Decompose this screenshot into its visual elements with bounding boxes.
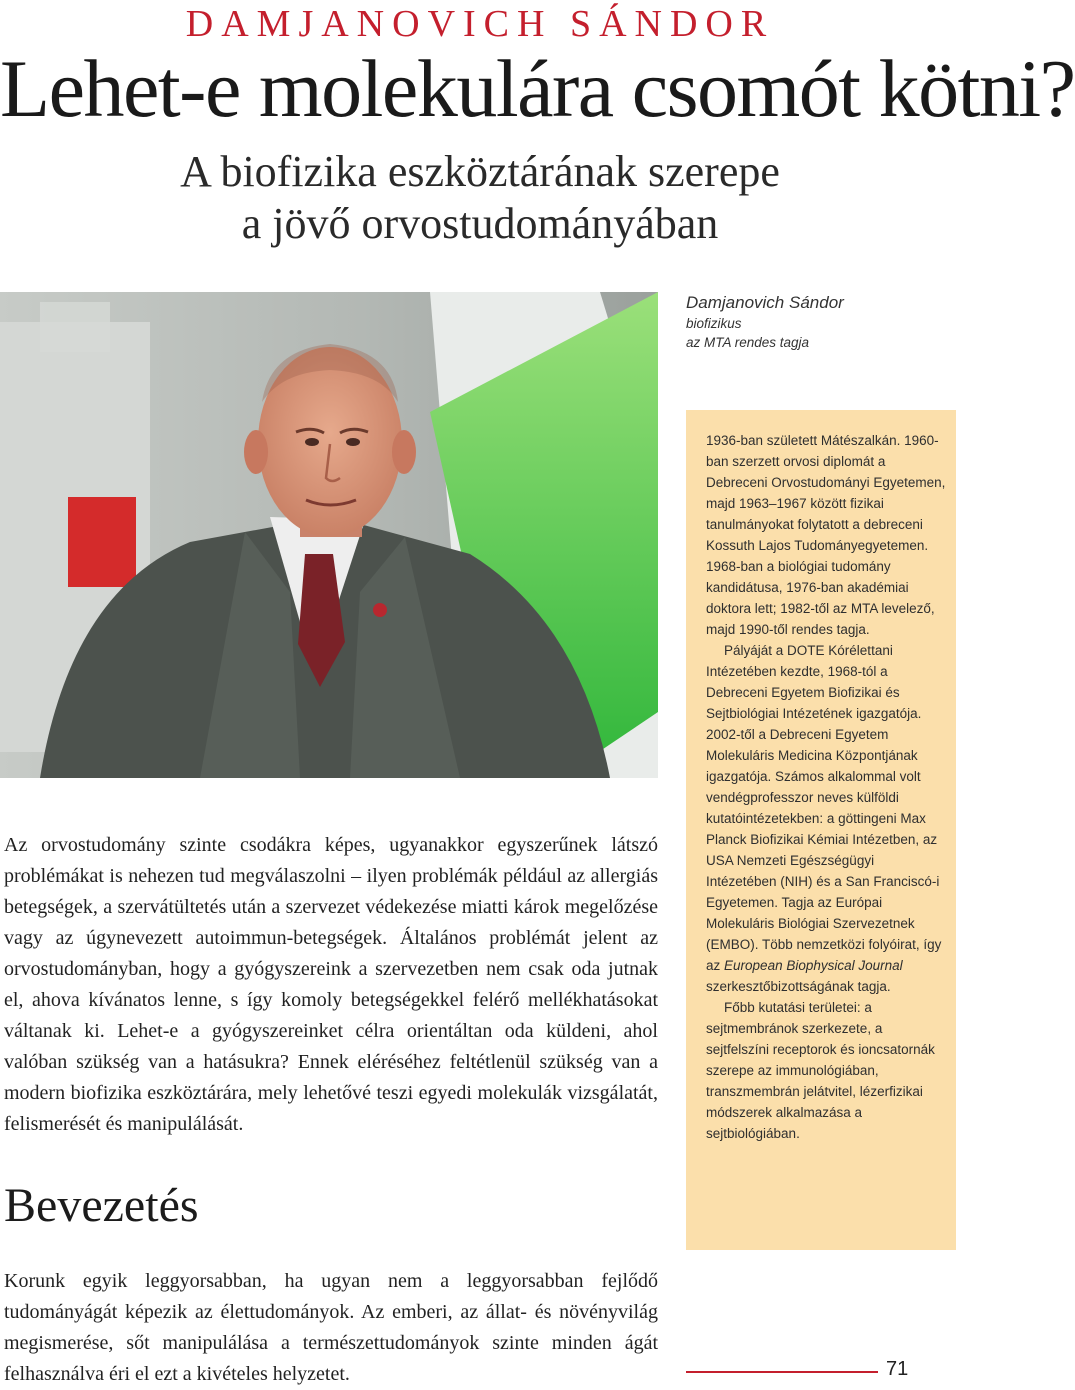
body-paragraph: Korunk egyik leggyorsabban, ha ugyan nem a leggyorsabban fejlődő tudományágát képezik az élettudományok. Az emberi, az állat- és növényvilág megismerése, sőt manipulálása a természettudományok szinte minden ágát felhasználva éri el ezt a kivételes helyzetet. <box>4 1270 658 1385</box>
bio-paragraph-1: 1936-ban született Mátészalkán. 1960-ban szerzett orvosi diplomát a Debreceni Orvostudományi Egyetemen, majd 1963–1967 között fizikai tanulmányokat folytatott a debreceni Kossuth Lajos Tudományegyetemen. 1968-ban a biológiai tudomány kandidátusa, 1976-ban akadémiai doktora lett; 1982-től az MTA levelező, majd 1990-től rendes tagja. <box>706 433 946 637</box>
section-heading: Bevezetés <box>4 1179 199 1232</box>
bio-role-2: az MTA rendes tagja <box>686 335 810 350</box>
author-portrait-photo <box>0 292 658 778</box>
bio-paragraph-3: Főbb kutatási területei: a sejtmembránok szerkezete, a sejtfelszíni receptorok és ioncsatornák szerepe az immunológiában, transzmembrán jelátvitel, lézerfizikai módszerek alkalmazása a sejtbiológiában. <box>706 1000 935 1141</box>
lead-paragraph: Az orvostudomány szinte csodákra képes, ugyanakkor egyszerűnek látszó problémákat is nehezen tud megválaszolni – ilyen problémák például az allergiás betegségek, a szervátültetés után a szervezet védekezése miatti károk megelőzése vagy az úgynevezett autoimmun-betegségek. Általános problémát jelent az orvostudományban, hogy a gyógyszereink a szervezetben nem csak oda jutnak el, ahova kívánatos lenne, s így komoly betegségekkel felérő mellékhatásokat váltanak ki. Lehet-e a gyógyszereinket célra orientáltan oda küldeni, ahol valóban szükség van a hatásukra? Ennek eléréséhez feltétlenül szükség van a modern biofizika eszköztárára, mely lehetővé teszi egyedi molekulák vizsgálatát, felismerését és manipulálását. <box>4 834 658 1135</box>
footer-rule <box>686 1371 878 1373</box>
portrait-illustration <box>0 292 658 778</box>
bio-paragraph-2-end: szerkesztőbizottságának tagja. <box>706 979 891 994</box>
subtitle-line-2: a jövő orvostudományában <box>241 199 719 248</box>
bio-role-1: biofizikus <box>686 316 742 331</box>
subtitle-line-1: A biofizika eszköztárának szerepe <box>180 147 780 196</box>
bio-author-name: Damjanovich Sándor <box>686 293 844 312</box>
bio-paragraph-2 <box>706 640 946 997</box>
author-kicker: DAMJANOVICH SÁNDOR <box>185 3 775 45</box>
bio-journal-name: European Biophysical Journal <box>724 958 903 973</box>
bio-header <box>686 292 956 352</box>
article-title: Lehet-e molekulára csomót kötni? <box>0 43 1075 134</box>
article-subtitle <box>0 146 960 250</box>
page-number: 71 <box>886 1358 909 1380</box>
bio-sidebar-box <box>686 410 956 1250</box>
bio-paragraph-2-text: Pályáját a DOTE Kórélettani Intézetében kezdte, 1968-tól a Debreceni Egyetem Biofizikai és Sejtbiológiai Intézetének igazgatója. 2002-től a Debreceni Egyetem Molekuláris Medicina Központjának igazgatója. Számos alkalommal volt vendégprofesszor neves külföldi kutatóintézetekben: a göttingeni Max Planck Biofizikai Kémiai Intézetben, az USA Nemzeti Egészségügyi Intézetében (NIH) és a San Franciscó-i Egyetemen. Tagja az Európai Molekuláris Biológiai Szervezetnek (EMBO). Több nemzetközi folyóirat, így az <box>706 643 942 973</box>
